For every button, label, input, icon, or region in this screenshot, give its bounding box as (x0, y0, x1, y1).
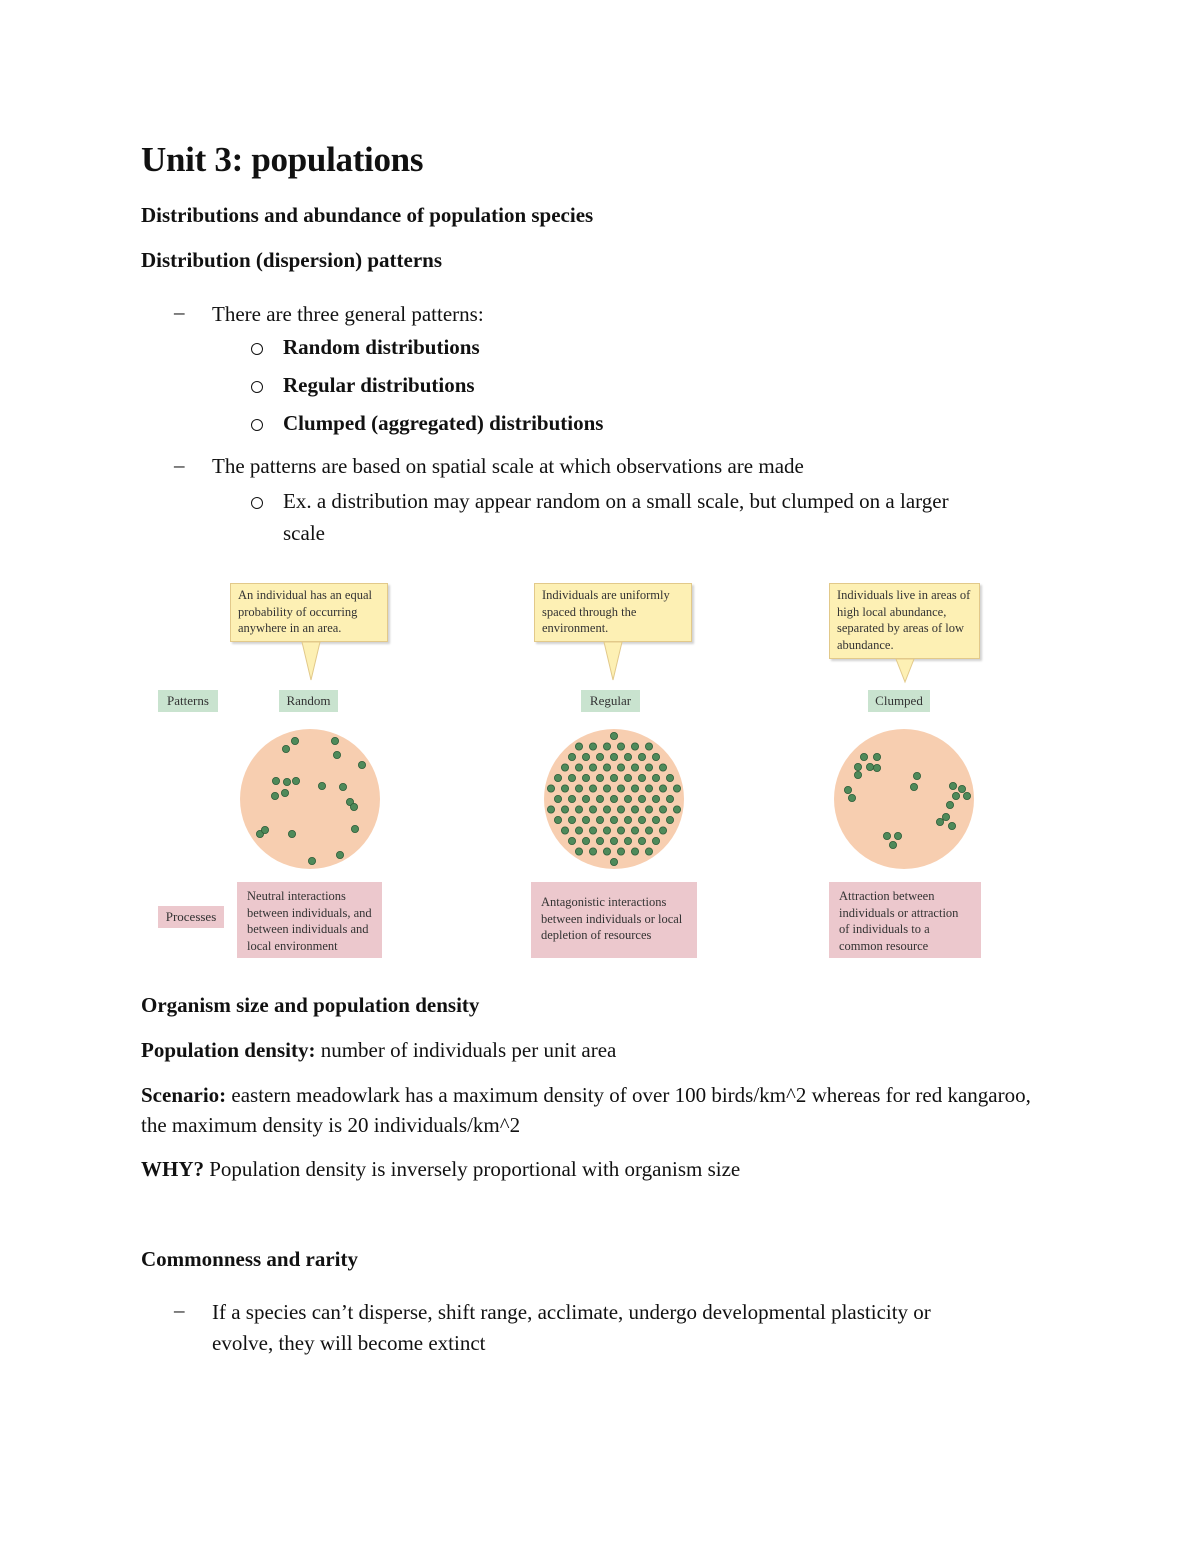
individual-dot (659, 806, 666, 813)
individual-dot (946, 801, 953, 808)
pattern-random: Random distributions (283, 335, 480, 359)
individual-dot (589, 806, 596, 813)
individual-dot (582, 816, 589, 823)
individual-dot (596, 837, 603, 844)
individual-dot (894, 832, 901, 839)
pattern-tag-clumped: Clumped (868, 690, 930, 712)
individual-dot (596, 816, 603, 823)
scenario-paragraph (141, 1080, 1051, 1140)
individual-dot (666, 795, 673, 802)
why-text: Population density is inversely proportional with organism size (204, 1157, 741, 1181)
section-heading-commonness-rarity: Commonness and rarity (141, 1247, 359, 1271)
individual-dot (617, 848, 624, 855)
individual-dot (652, 837, 659, 844)
individual-dot (589, 743, 596, 750)
individual-dot (645, 764, 652, 771)
individual-dot (589, 785, 596, 792)
individual-dot (336, 851, 343, 858)
individual-dot (624, 774, 631, 781)
individual-dot (568, 816, 575, 823)
individual-dot (854, 771, 861, 778)
individual-dot (350, 803, 357, 810)
bullet-spatial-scale: The patterns are based on spatial scale at which observations are made (212, 454, 804, 478)
individual-dot (308, 857, 315, 864)
individual-dot (652, 774, 659, 781)
individual-dot (673, 806, 680, 813)
why-term: WHY? (141, 1157, 204, 1181)
individual-dot (288, 830, 295, 837)
example-line-2: scale (283, 521, 325, 545)
individual-dot (631, 764, 638, 771)
individual-dot (666, 816, 673, 823)
individual-dot (949, 782, 956, 789)
individual-dot (589, 827, 596, 834)
individual-dot (638, 837, 645, 844)
processes-row-label: Processes (158, 906, 224, 928)
individual-dot (281, 789, 288, 796)
scenario-term: Scenario: (141, 1083, 227, 1107)
individual-dot (645, 806, 652, 813)
individual-dot (910, 783, 917, 790)
individual-dot (844, 786, 851, 793)
individual-dot (645, 827, 652, 834)
individual-dot (889, 841, 896, 848)
individual-dot (554, 795, 561, 802)
individual-dot (603, 764, 610, 771)
individual-dot (568, 837, 575, 844)
patterns-row-label: Patterns (158, 690, 218, 712)
individual-dot (339, 783, 346, 790)
individual-dot (292, 777, 299, 784)
individual-dot (589, 848, 596, 855)
individual-dot (952, 792, 959, 799)
individual-dot (873, 753, 880, 760)
individual-dot (624, 837, 631, 844)
individual-dot (638, 774, 645, 781)
individual-dot (617, 785, 624, 792)
individual-dot (963, 792, 970, 799)
individual-dot (358, 761, 365, 768)
process-regular: Antagonistic interactions between individuals or local depletion of resources (531, 882, 697, 958)
example-line-1: Ex. a distribution may appear random on a small scale, but clumped on a larger (283, 489, 949, 513)
individual-dot (568, 795, 575, 802)
individual-dot (673, 785, 680, 792)
individual-dot (575, 764, 582, 771)
individual-dot (603, 848, 610, 855)
individual-dot (561, 806, 568, 813)
process-random: Neutral interactions between individuals, and between individuals and local environment (237, 882, 382, 958)
page-title: Unit 3: populations (141, 140, 424, 179)
individual-dot (575, 806, 582, 813)
extinction-line-2: evolve, they will become extinct (212, 1331, 486, 1355)
callout-random: An individual has an equal probability of occurring anywhere in an area. (230, 583, 388, 642)
individual-dot (554, 774, 561, 781)
individual-dot (547, 785, 554, 792)
individual-dot (883, 832, 890, 839)
scenario-text: eastern meadowlark has a maximum density of over 100 birds/km^2 whereas for red kangaroo, the maximum density is 20 individuals/km^2 (141, 1083, 1031, 1137)
dash-bullet: – (174, 1298, 185, 1322)
individual-dot (561, 785, 568, 792)
individual-dot (610, 795, 617, 802)
individual-dot (261, 826, 268, 833)
individual-dot (561, 827, 568, 834)
individual-dot (603, 827, 610, 834)
process-clumped: Attraction between individuals or attraction of individuals to a common resource (829, 882, 981, 958)
extinction-line-1: If a species can’t disperse, shift range, acclimate, undergo developmental plasticity or (212, 1300, 931, 1324)
individual-dot (331, 737, 338, 744)
individual-dot (958, 785, 965, 792)
individual-dot (318, 782, 325, 789)
section-heading-distributions: Distributions and abundance of population species (141, 203, 594, 227)
individual-dot (659, 764, 666, 771)
individual-dot (351, 825, 358, 832)
pattern-tag-random: Random (279, 690, 338, 712)
individual-dot (645, 743, 652, 750)
individual-dot (631, 848, 638, 855)
individual-dot (568, 753, 575, 760)
individual-dot (582, 753, 589, 760)
individual-dot (936, 818, 943, 825)
individual-dot (575, 827, 582, 834)
section-heading-organism-size: Organism size and population density (141, 993, 480, 1017)
individual-dot (283, 778, 290, 785)
individual-dot (860, 753, 867, 760)
individual-dot (596, 795, 603, 802)
individual-dot (652, 795, 659, 802)
individual-dot (575, 848, 582, 855)
dash-bullet: – (174, 453, 185, 477)
individual-dot (624, 795, 631, 802)
individual-dot (617, 827, 624, 834)
callout-clumped: Individuals live in areas of high local abundance, separated by areas of low abundance. (829, 583, 980, 659)
individual-dot (631, 785, 638, 792)
individual-dot (659, 827, 666, 834)
individual-dot (638, 816, 645, 823)
individual-dot (596, 753, 603, 760)
individual-dot (547, 806, 554, 813)
individual-dot (659, 785, 666, 792)
circle-random (240, 729, 380, 869)
individual-dot (271, 792, 278, 799)
pattern-regular: Regular distributions (283, 373, 475, 397)
individual-dot (291, 737, 298, 744)
individual-dot (617, 743, 624, 750)
pattern-tag-regular: Regular (581, 690, 640, 712)
individual-dot (596, 774, 603, 781)
individual-dot (333, 751, 340, 758)
individual-dot (666, 774, 673, 781)
bullet-three-patterns: There are three general patterns: (212, 302, 484, 326)
individual-dot (610, 858, 617, 865)
individual-dot (645, 848, 652, 855)
dash-bullet: – (174, 300, 185, 324)
individual-dot (942, 813, 949, 820)
individual-dot (575, 743, 582, 750)
individual-dot (603, 806, 610, 813)
individual-dot (624, 816, 631, 823)
individual-dot (638, 795, 645, 802)
callout-regular: Individuals are uniformly spaced through the environment. (534, 583, 692, 642)
individual-dot (272, 777, 279, 784)
population-density-term: Population density: (141, 1038, 316, 1062)
individual-dot (913, 772, 920, 779)
individual-dot (624, 753, 631, 760)
individual-dot (645, 785, 652, 792)
individual-dot (638, 753, 645, 760)
pattern-clumped: Clumped (aggregated) distributions (283, 411, 604, 435)
why-paragraph (141, 1154, 740, 1184)
individual-dot (873, 764, 880, 771)
individual-dot (582, 837, 589, 844)
individual-dot (603, 743, 610, 750)
population-density-definition (141, 1035, 616, 1065)
individual-dot (575, 785, 582, 792)
individual-dot (652, 816, 659, 823)
individual-dot (568, 774, 575, 781)
individual-dot (282, 745, 289, 752)
individual-dot (631, 806, 638, 813)
individual-dot (610, 837, 617, 844)
individual-dot (631, 827, 638, 834)
individual-dot (617, 806, 624, 813)
individual-dot (589, 764, 596, 771)
individual-dot (561, 764, 568, 771)
individual-dot (617, 764, 624, 771)
individual-dot (554, 816, 561, 823)
individual-dot (866, 763, 873, 770)
individual-dot (652, 753, 659, 760)
individual-dot (610, 732, 617, 739)
individual-dot (610, 753, 617, 760)
population-density-text: number of individuals per unit area (315, 1038, 617, 1062)
individual-dot (631, 743, 638, 750)
subheading-dispersion-patterns: Distribution (dispersion) patterns (141, 248, 443, 272)
individual-dot (603, 785, 610, 792)
individual-dot (854, 763, 861, 770)
individual-dot (610, 816, 617, 823)
individual-dot (948, 822, 955, 829)
individual-dot (582, 774, 589, 781)
individual-dot (848, 794, 855, 801)
individual-dot (582, 795, 589, 802)
individual-dot (610, 774, 617, 781)
